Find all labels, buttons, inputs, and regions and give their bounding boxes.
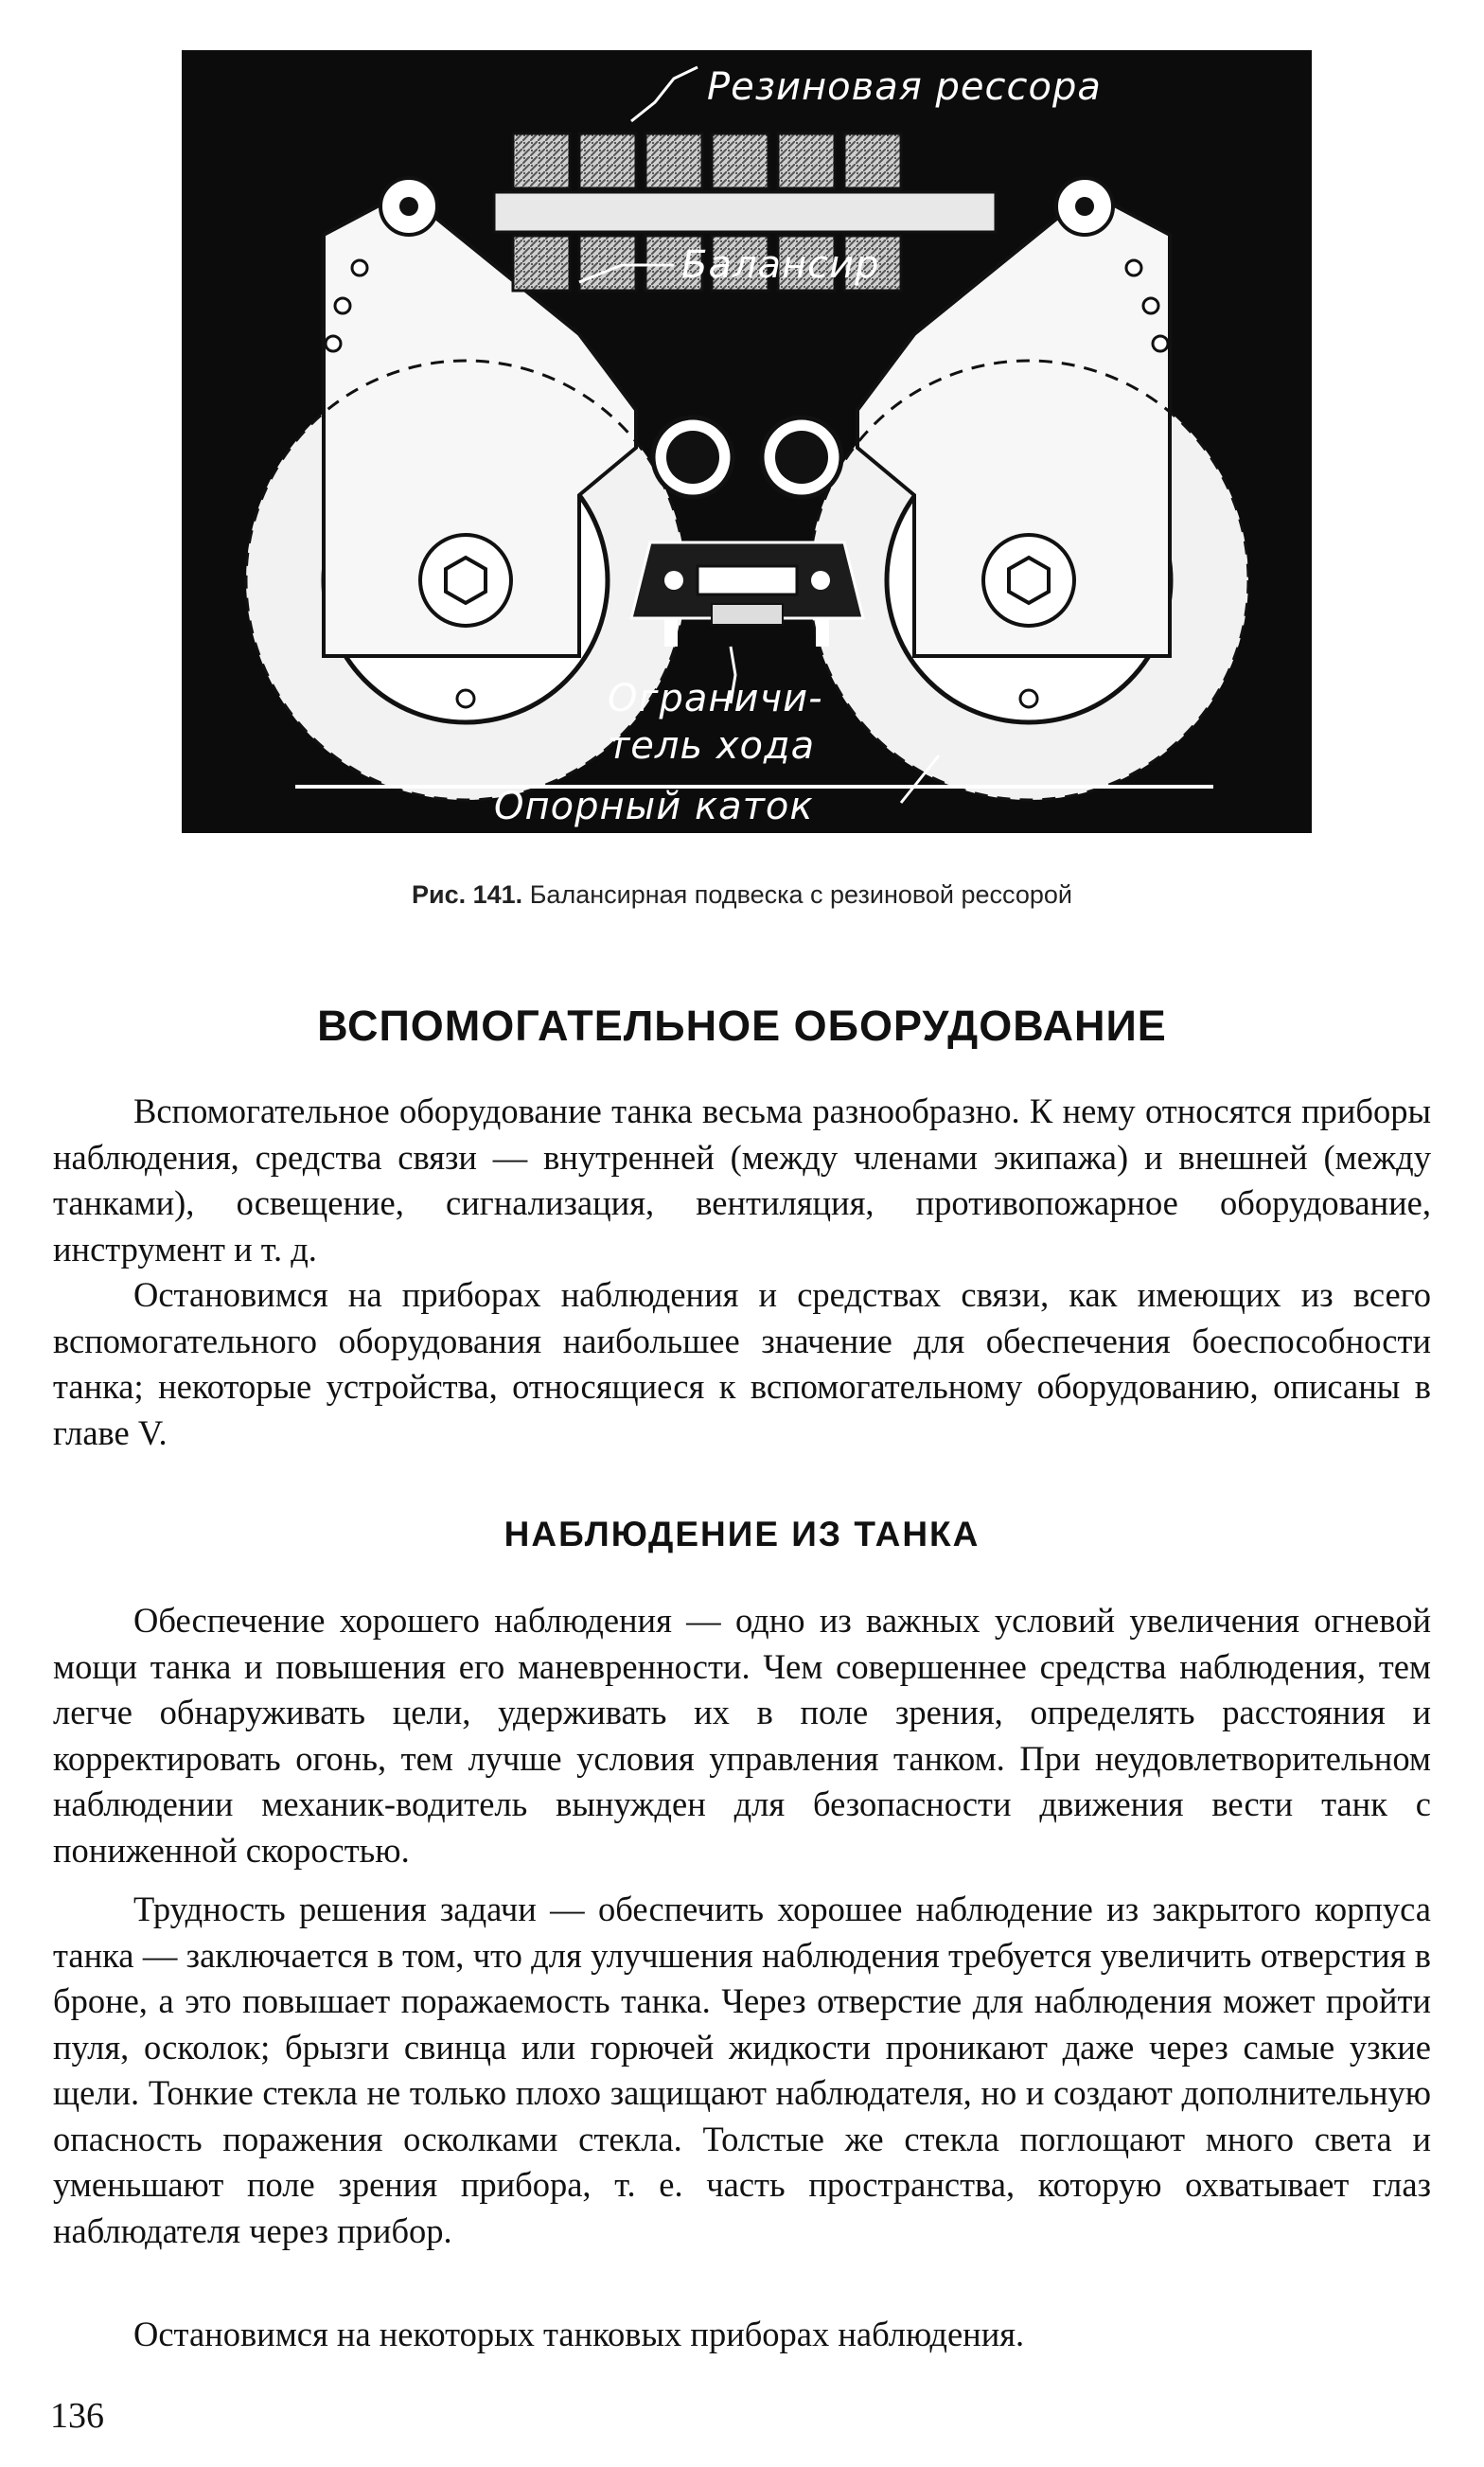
suspension-diagram: [182, 50, 1312, 833]
subsection-paragraph-2: Трудность решения задачи — обеспечить хорошее наблюдение из закрытого корпуса танка — заключается в том, что для улучшения наблюдения требуется увеличить отверстия в броне, а это повышает поражаемость танка. Через отверстие для наблюдения может пройти пуля, осколок; брызги свинца или горючей жидкости проникают даже через самые узкие щели. Тонкие стекла не только плохо защищают наблюдателя, но и создают дополнительную опасность поражения осколками стекла. Толстые же стекла поглощают много света и уменьшают поле зрения прибора, т. е. часть пространства, которую охватывает глаз наблюдателя через прибор.: [53, 1890, 1431, 2250]
section-title: ВСПОМОГАТЕЛЬНОЕ ОБОРУДОВАНИЕ: [317, 1002, 1167, 1050]
limiter-label-line2: тель хода: [608, 724, 816, 768]
figure-caption: [0, 880, 1484, 910]
caption-text: Балансирная подвеска с резиновой рессорой: [529, 880, 1072, 909]
right-hub-nut: [1009, 558, 1049, 603]
suspension-figure: [182, 50, 1312, 833]
travel-limiter: [631, 542, 863, 647]
subsection-paragraph-1: Обеспечение хорошего наблюдения — одно из важных условий увеличения огневой мощи танка и повышения его маневренности. Чем совершеннее средства наблюдения, тем легче обнаруживать цели, удерживать их в поле зрения, определять расстояния и корректировать огонь, тем лучше условия управления танком. При неудовлетворительном наблюдении механик-водитель вынужден для безопасности движения вести танк с пониженной скоростью.: [53, 1601, 1431, 1870]
left-hub-nut: [446, 558, 486, 603]
page-number: 136: [50, 2396, 104, 2436]
limiter-label-line1: Ограничи-: [608, 677, 823, 720]
balancer-label: Балансир: [681, 243, 880, 287]
rubber-spring-label: Резиновая рессора: [707, 65, 1102, 109]
road-wheel-label: Опорный каток: [494, 785, 814, 828]
subsection-title: НАБЛЮДЕНИЕ ИЗ ТАНКА: [504, 1515, 980, 1553]
section-paragraph-1: Вспомогательное оборудование танка весьма разнообразно. К нему относятся приборы наблюдения, средства связи — внутренней (между членами экипажа) и внешней (между танками), освещение, сигнализация, вентиляция, противопожарное оборудование, инструмент и т. д.: [53, 1092, 1431, 1269]
caption-number: Рис. 141.: [412, 880, 523, 909]
subsection-paragraph-3: Остановимся на некоторых танковых приборах наблюдения.: [133, 2315, 1025, 2353]
section-paragraph-2: Остановимся на приборах наблюдения и средствах связи, как имеющих из всего вспомогательного оборудования наибольшее значение для обеспечения боеспособности танка; некоторые устройства, относящиеся к вспомогательному оборудованию, описаны в главе V.: [53, 1275, 1431, 1452]
